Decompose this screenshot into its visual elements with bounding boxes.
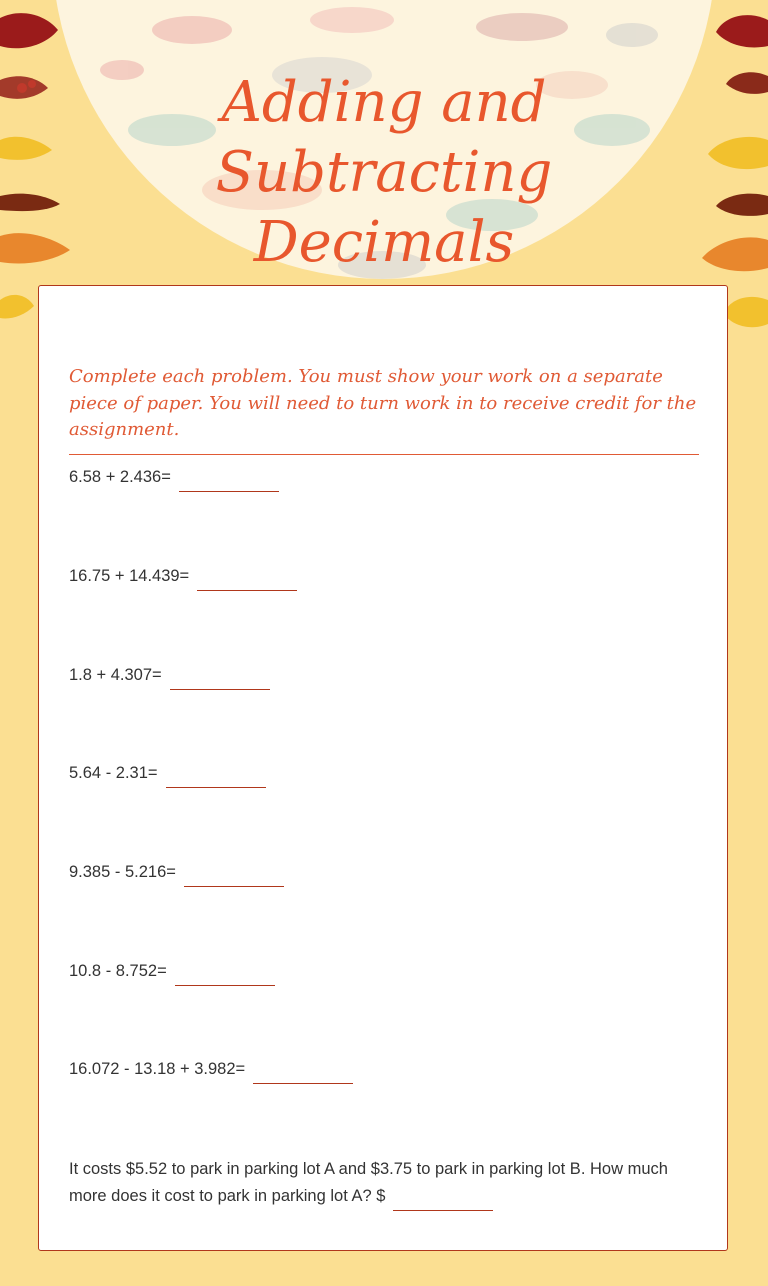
answer-blank[interactable] <box>175 965 275 986</box>
question-8 <box>69 1156 709 1211</box>
title-line-3: Decimals <box>253 210 515 275</box>
question-1 <box>69 468 279 492</box>
answer-blank[interactable] <box>197 570 297 591</box>
instructions-text: Complete each problem. You must show your work on a separate piece of paper. You will need to turn work in to receive credit for the assignment. <box>69 366 697 440</box>
question-prompt: It costs $5.52 to park in parking lot A and $3.75 to park in parking lot B. How much more does it cost to park in parking lot A? $ <box>69 1160 668 1205</box>
question-prompt: 9.385 - 5.216= <box>69 863 176 881</box>
question-4 <box>69 764 266 788</box>
answer-blank[interactable] <box>184 866 284 887</box>
worksheet-card <box>38 285 728 1251</box>
page-title <box>0 68 768 278</box>
question-prompt: 6.58 + 2.436= <box>69 468 171 486</box>
question-prompt: 5.64 - 2.31= <box>69 764 158 782</box>
answer-blank[interactable] <box>170 669 270 690</box>
title-line-2: Subtracting <box>215 140 553 205</box>
question-prompt: 16.75 + 14.439= <box>69 567 190 585</box>
question-7 <box>69 1060 353 1084</box>
question-2 <box>69 567 297 591</box>
answer-blank[interactable] <box>179 471 279 492</box>
section-divider <box>69 454 699 455</box>
question-5 <box>69 863 284 887</box>
question-6 <box>69 962 275 986</box>
question-prompt: 10.8 - 8.752= <box>69 962 167 980</box>
question-prompt: 1.8 + 4.307= <box>69 666 162 684</box>
answer-blank[interactable] <box>253 1063 353 1084</box>
question-3 <box>69 666 270 690</box>
answer-blank[interactable] <box>393 1190 493 1211</box>
question-prompt: 16.072 - 13.18 + 3.982= <box>69 1060 246 1078</box>
title-line-1: Adding and <box>221 70 547 135</box>
answer-blank[interactable] <box>166 767 266 788</box>
